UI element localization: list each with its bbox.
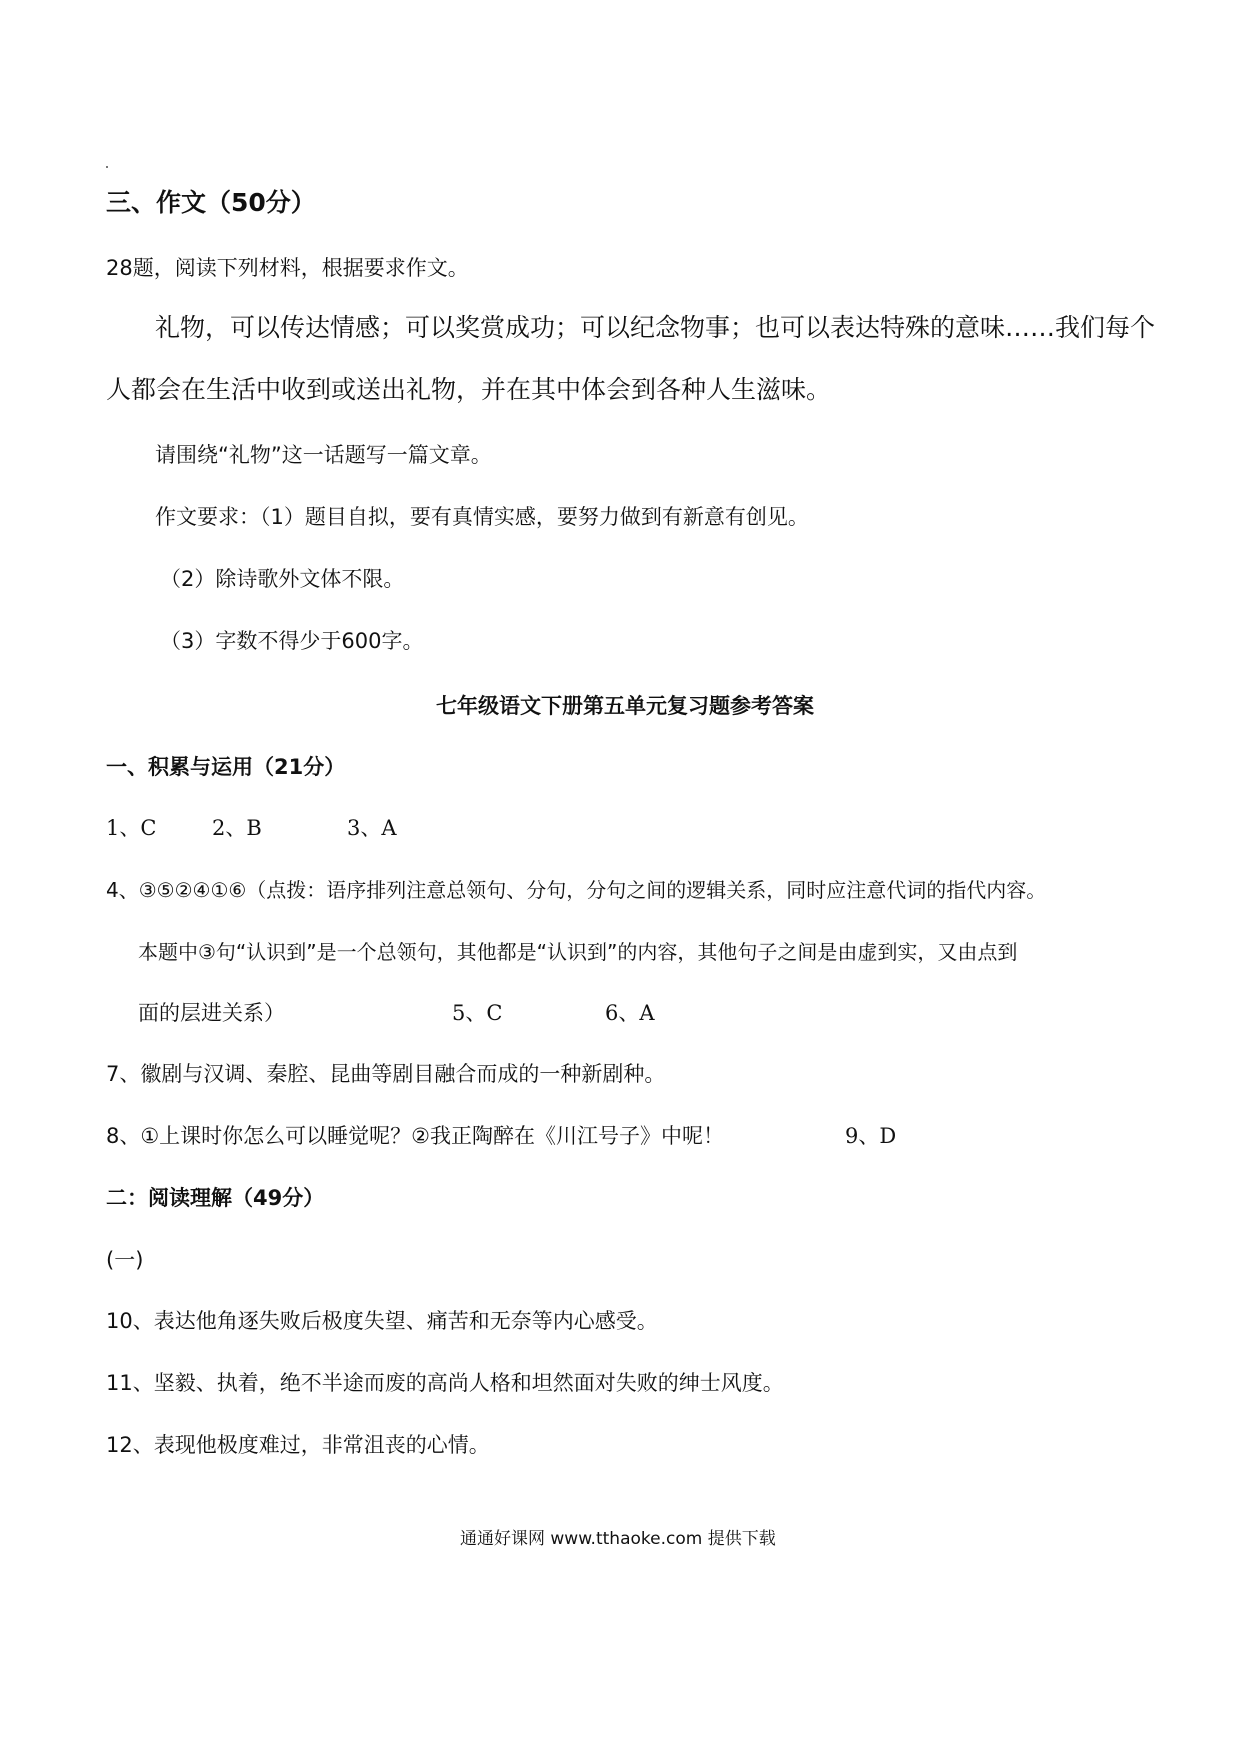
answer-2: 2、B bbox=[212, 816, 262, 840]
answer-1: 1、C bbox=[106, 816, 157, 840]
answer-3: 3、A bbox=[347, 816, 397, 840]
topic-instruction: 请围绕“礼物”这一话题写一篇文章。 bbox=[155, 443, 492, 467]
question-28: 28题，阅读下列材料，根据要求作文。 bbox=[106, 256, 469, 280]
answers-title: 七年级语文下册第五单元复习题参考答案 bbox=[436, 694, 814, 718]
answer-4-line-1: 4、③⑤②④①⑥（点拨：语序排列注意总领句、分句，分句之间的逻辑关系，同时应注意代词的指代内容。 bbox=[106, 878, 1047, 902]
answer-10: 10、表达他角逐失败后极度失望、痛苦和无奈等内心感受。 bbox=[106, 1309, 658, 1333]
answer-12: 12、表现他极度难过，非常沮丧的心情。 bbox=[106, 1433, 490, 1457]
requirement-1: 作文要求：（1）题目自拟，要有真情实感，要努力做到有新意有创见。 bbox=[155, 505, 809, 529]
answer-4-line-3: 面的层进关系） bbox=[138, 1001, 285, 1025]
section-2-heading: 二：阅读理解（49分） bbox=[106, 1186, 325, 1210]
answer-5: 5、C bbox=[452, 1001, 503, 1025]
material-line-1: 礼物，可以传达情感；可以奖赏成功；可以纪念物事；也可以表达特殊的意味……我们每个 bbox=[155, 313, 1156, 342]
reading-part-1: (一) bbox=[106, 1248, 144, 1272]
section-1-heading: 一、积累与运用（21分） bbox=[106, 755, 346, 779]
requirement-3: （3）字数不得少于600字。 bbox=[160, 629, 424, 653]
page-footer: 通通好课网 www.tthaoke.com 提供下载 bbox=[460, 1529, 776, 1549]
answer-8: 8、①上课时你怎么可以睡觉呢？②我正陶醉在《川江号子》中呢！ bbox=[106, 1124, 725, 1148]
answer-11: 11、坚毅、执着，绝不半途而废的高尚人格和坦然面对失败的绅士风度。 bbox=[106, 1371, 784, 1395]
material-line-2: 人都会在生活中收到或送出礼物，并在其中体会到各种人生滋味。 bbox=[106, 375, 832, 404]
requirement-2: （2）除诗歌外文体不限。 bbox=[160, 567, 405, 591]
scan-speck bbox=[106, 166, 108, 168]
answer-9: 9、D bbox=[845, 1124, 897, 1148]
composition-heading: 三、作文（50分） bbox=[106, 188, 316, 217]
answer-4-line-2: 本题中③句“认识到”是一个总领句，其他都是“认识到”的内容，其他句子之间是由虚到实，又由点到 bbox=[138, 940, 1018, 964]
answer-6: 6、A bbox=[605, 1001, 655, 1025]
answer-7: 7、徽剧与汉调、秦腔、昆曲等剧目融合而成的一种新剧种。 bbox=[106, 1062, 666, 1086]
